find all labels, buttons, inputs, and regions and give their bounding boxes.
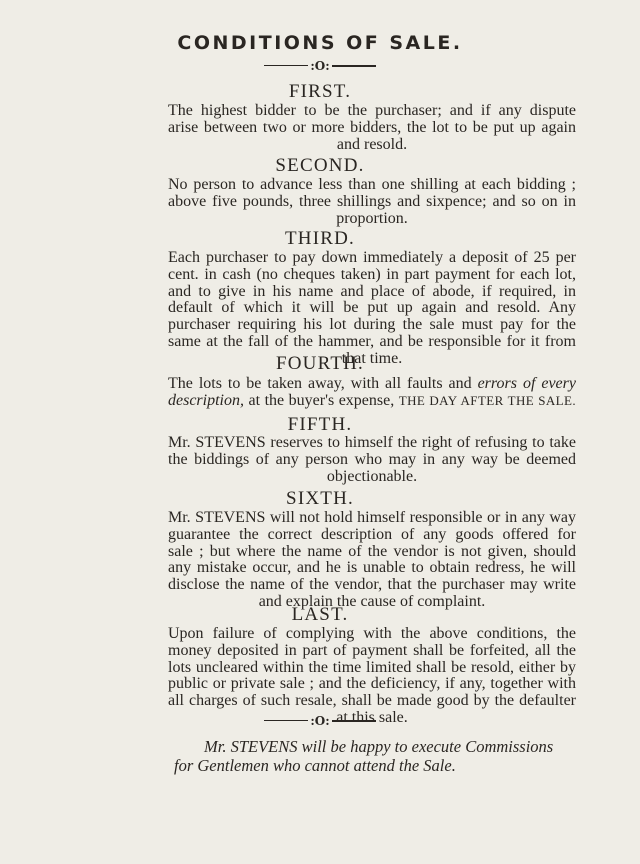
heading-second: SECOND.	[275, 155, 365, 176]
heading-sixth: SIXTH.	[286, 488, 354, 509]
divider-line	[332, 720, 376, 722]
footer-note	[174, 737, 578, 775]
text-line: No person to advance less than one shilling at each bidding ;	[168, 176, 576, 193]
text-line: arise between two or more bidders, the lot to be put up again	[168, 118, 576, 136]
text-line: and explain the cause of complaint.	[258, 592, 486, 610]
footer-line: Mr. STEVENS will be happy to execute Commissions	[204, 737, 554, 756]
paragraph-third	[168, 250, 576, 368]
text-line: at this sale.	[336, 708, 408, 726]
text-run: at the buyer's expense,	[244, 391, 399, 409]
text-line: proportion.	[336, 209, 408, 227]
paragraph-second	[168, 177, 576, 227]
divider-mark: :O:	[310, 58, 330, 73]
text-line: Upon failure of complying with the above conditions, the	[168, 625, 576, 642]
page-title: CONDITIONS OF SALE.	[177, 32, 463, 54]
heading-first: FIRST.	[288, 81, 352, 102]
text-line: Mr. STEVENS will not hold himself responsible or in any way	[168, 509, 576, 526]
text-line: cent. in cash (no cheques taken) in part payment for each lot,	[168, 265, 576, 283]
text-line: guarantee the correct description of any goods offered for	[168, 525, 576, 543]
text-line: sale ; but where the name of the vendor is not given, should	[168, 542, 576, 560]
text-line: that time.	[341, 349, 403, 367]
text-line: Mr. STEVENS reserves to himself the right of refusing to take	[168, 434, 576, 451]
text-line: same at the fall of the hammer, and be responsible for it from	[168, 332, 576, 350]
text-line: public or private sale ; and the deficiency, if any, together with	[168, 675, 576, 693]
text-line: and to give in his name and place of abode, if required, in	[168, 282, 576, 300]
text-line: any mistake occur, and he is unable to obtain redress, he will	[168, 559, 576, 577]
text-line: Each purchaser to pay down immediately a deposit of 25 per	[168, 249, 576, 266]
heading-fourth: FOURTH.	[275, 353, 365, 374]
paragraph-sixth	[168, 510, 576, 611]
text-line: all charges of such resale, shall be made good by the defaulter	[168, 692, 576, 710]
divider-line	[264, 65, 308, 66]
text-run: The lots to be taken away, with all faults and	[168, 375, 478, 392]
paragraph-fifth	[168, 435, 576, 485]
paragraph-fourth	[168, 376, 576, 410]
italic-text: description,	[168, 391, 244, 409]
text-line: above five pounds, three shillings and sixpence; and so on in	[168, 192, 576, 210]
text-line: lots uncleared within the time limited shall be resold, either by	[168, 658, 576, 676]
heading-third: THIRD.	[285, 228, 355, 249]
italic-text: errors of every	[477, 375, 576, 392]
text-line: The highest bidder to be the purchaser; and if any dispute	[168, 102, 576, 119]
footer-line: for Gentlemen who cannot attend the Sale.	[174, 756, 456, 775]
text-line	[168, 376, 576, 393]
divider-line	[332, 65, 376, 67]
text-line: and resold.	[336, 135, 408, 153]
paragraph-last	[168, 626, 576, 727]
text-line: money deposited in part of payment shall be forfeited, all the	[168, 641, 576, 659]
text-line	[168, 393, 576, 410]
heading-last: LAST.	[291, 604, 349, 625]
divider-line	[264, 720, 308, 721]
heading-fifth: FIFTH.	[287, 414, 353, 435]
small-caps-text: THE DAY AFTER THE SALE.	[398, 392, 576, 408]
text-line: purchaser requiring his lot during the sale must pay for the	[168, 316, 576, 334]
text-line: disclose the name of the vendor, that the purchaser may write	[168, 576, 576, 594]
top-divider	[0, 58, 640, 73]
text-line: objectionable.	[326, 467, 418, 485]
paragraph-first	[168, 103, 576, 153]
divider-mark: :O:	[310, 713, 330, 728]
text-line: the biddings of any person who may in any way be deemed	[168, 450, 576, 468]
text-line: default of which it will be put up again and resold. Any	[168, 299, 576, 317]
bottom-divider	[0, 713, 640, 728]
